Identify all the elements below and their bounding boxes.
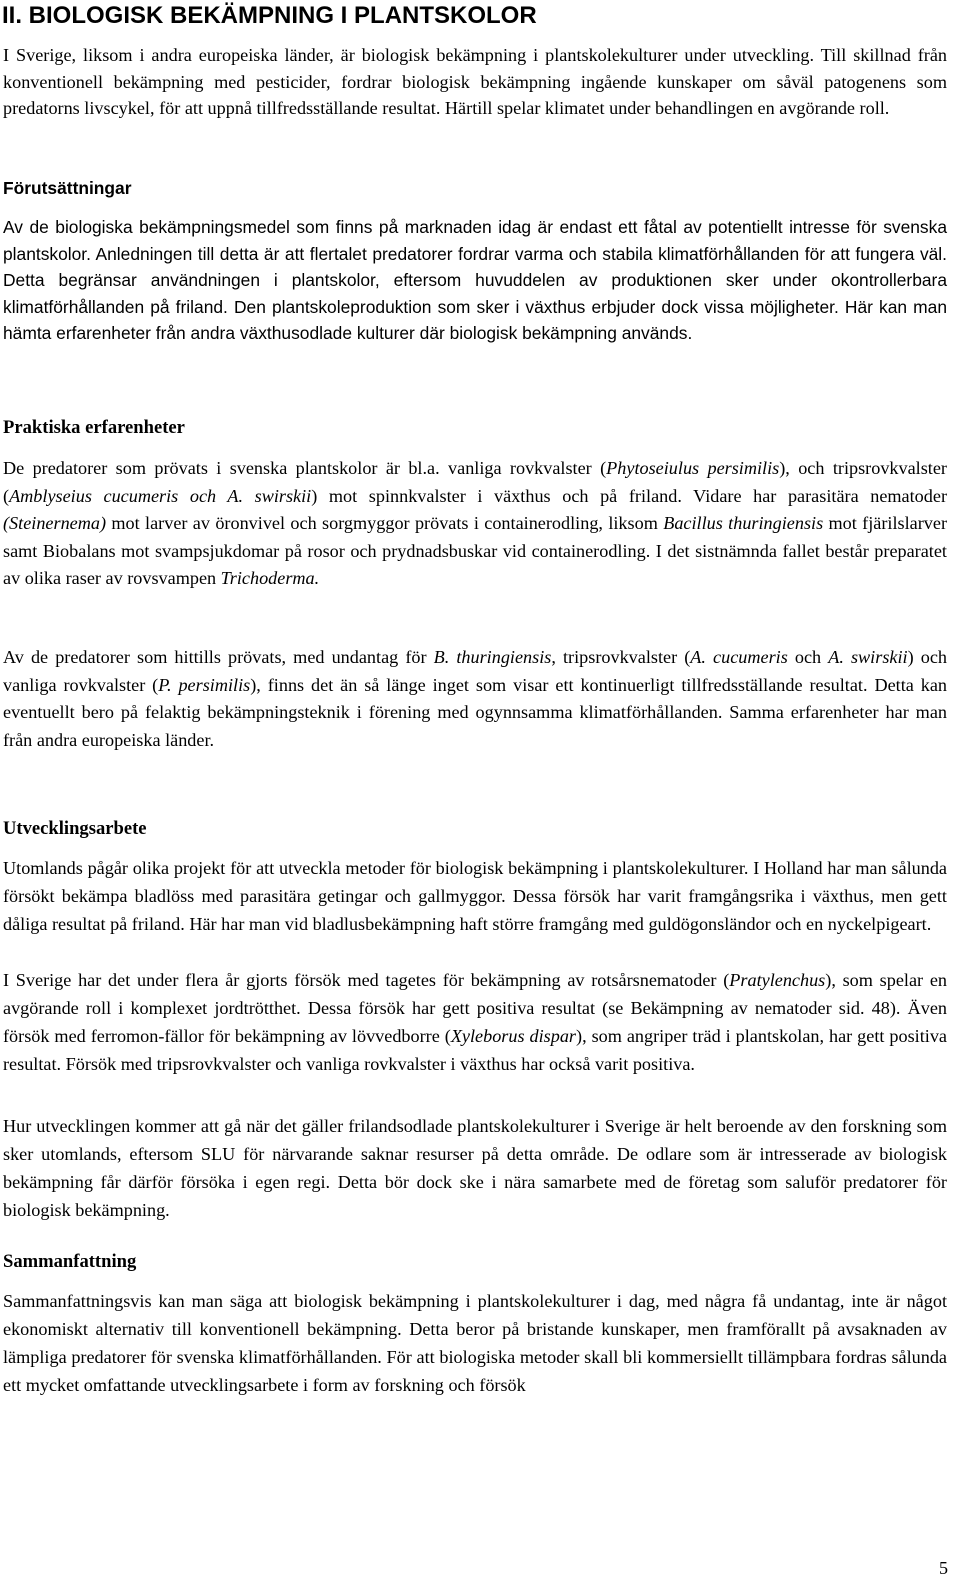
utveckling-paragraph-3: Hur utvecklingen kommer att gå när det gäller frilandsodlade plantskolekulturer i Sverige är helt beroende av den forskning som sker utomlands, eftersom SLU för närvarande saknar resurser på detta område. De odlare som är intresserade av biologisk bekämpning får därför försöka i egen regi. Detta bör dock ske i nära samarbete med de företag som saluför predatorer för biologisk bekämpning. [3,1116,947,1220]
page-title: II. BIOLOGISK BEKÄMPNING I PLANTSKOLOR [2,2,537,29]
heading-utvecklingsarbete: Utvecklingsarbete [3,818,147,839]
italic-term: A. swirskii [828,647,908,667]
italic-term: P. persimilis [158,674,251,695]
italic-term: Trichoderma. [220,568,320,588]
italic-term: Phytoseiulus persimilis [606,458,780,478]
italic-term: Xyleborus dispar [450,1026,577,1046]
heading-sammanfattning: Sammanfattning [3,1251,137,1272]
italic-term: Pratylenchus [729,970,826,990]
page-number: 5 [939,1558,948,1578]
italic-term: A. cucumeris [690,647,788,667]
praktiska-paragraph-1: De predatorer som prövats i svenska plantskolor är bl.a. vanliga rovkvalster (Phytoseiulus persimilis), och tripsrovkvalster (Amblyseius cucumeris och A. swirskii) mot spinnkvalster i växthus och på friland. Vidare har parasitära nematoder (Steinernema) mot larver av öronvivel och sorgmyggor prövats i containerodling, liksom Bacillus thuringiensis mot fjärilslarver samt Biobalans mot svampsjukdomar på rosor och prydnadsbuskar vid containerodling. I det sistnämnda fallet består preparatet av olika raser av rovsvampen Trichoderma. [3,458,948,588]
praktiska-paragraph-2: Av de predatorer som hittills prövats, med undantag för B. thuringiensis, tripsrovkvalster (A. cucumeris och A. swirskii) och vanliga rovkvalster (P. persimilis), finns det än så länge inget som visar ett kontinuerligt tillfredsställande resultat. Detta kan eventuellt bero på felaktig bekämpningsteknik i förening med ogynnsamma klimatförhållanden. Samma erfarenheter har man från andra europeiska länder. [3,647,948,750]
heading-praktiska: Praktiska erfarenheter [3,417,185,438]
italic-term: B. thuringiensis [433,647,552,667]
italic-term: Amblyseius cucumeris och A. swirskii [9,485,312,506]
italic-term: (Steinernema) [3,513,107,533]
sammanfattning-paragraph: Sammanfattningsvis kan man säga att biologisk bekämpning i plantskolekulturer i dag, med några få undantag, inte är något ekonomiskt alternativ till konventionell bekämpning. Detta beror på bristande kunskaper, men framförallt på avsaknaden av lämpliga predatorer för svenska klimatförhållanden. För att biologiska metoder skall bli kommersiellt tillämpbara fordras sålunda ett mycket omfattande utvecklingsarbete i form av forskning och försök [3,1291,947,1395]
heading-forutsattningar: Förutsättningar [3,178,132,198]
intro-paragraph: I Sverige, liksom i andra europeiska länder, är biologisk bekämpning i plantskolekulturer under utveckling. Till skillnad från konventionell bekämpning med pesticider, fordrar biologisk bekämpning ingående kunskaper om såväl patogenens som predatorns livscykel, för att uppnå tillfredsställande resultat. Härtill spelar klimatet under behandlingen en avgörande roll. [3,45,947,118]
forutsattningar-paragraph: Av de biologiska bekämpningsmedel som finns på marknaden idag är endast ett fåtal av potentiellt intresse för svenska plantskolor. Anledningen till detta är att flertalet predatorer fordrar varma och stabila klimatförhållanden för att fungera väl. Detta begränsar användningen i plantskolor, eftersom huvuddelen av produktionen sker under okontrollerbara klimatförhållanden på friland. Den plantskoleproduktion som sker i växthus erbjuder dock vissa möjligheter. Här kan man hämta erfarenheter från andra växthusodlade kulturer där biologisk bekämpning används. [3,217,947,343]
utveckling-paragraph-2: I Sverige har det under flera år gjorts försök med tagetes för bekämpning av rotsårsnematoder (Pratylenchus), som spelar en avgörande roll i komplexet jordtrötthet. Dessa försök har gett positiva resultat (se Bekämpning av nematoder sid. 48). Även försök med ferromon-fällor för bekämpning av lövvedborre (Xyleborus dispar), som angriper träd i plantskolan, har gett positiva resultat. Försök med tripsrovkvalster och vanliga rovkvalster i växthus har också varit positiva. [3,970,947,1074]
utveckling-paragraph-1: Utomlands pågår olika projekt för att utveckla metoder för biologisk bekämpning i plantskolekulturer. I Holland har man sålunda försökt bekämpa bladlöss med parasitära getingar och gallmyggor. Dessa försök har varit framgångsrika i växthus, men gett dåliga resultat på friland. Här har man vid bladlusbekämpning haft större framgång med guldögonsländor och en nyckelpigeart. [3,858,947,934]
italic-term: Bacillus thuringiensis [663,513,824,533]
